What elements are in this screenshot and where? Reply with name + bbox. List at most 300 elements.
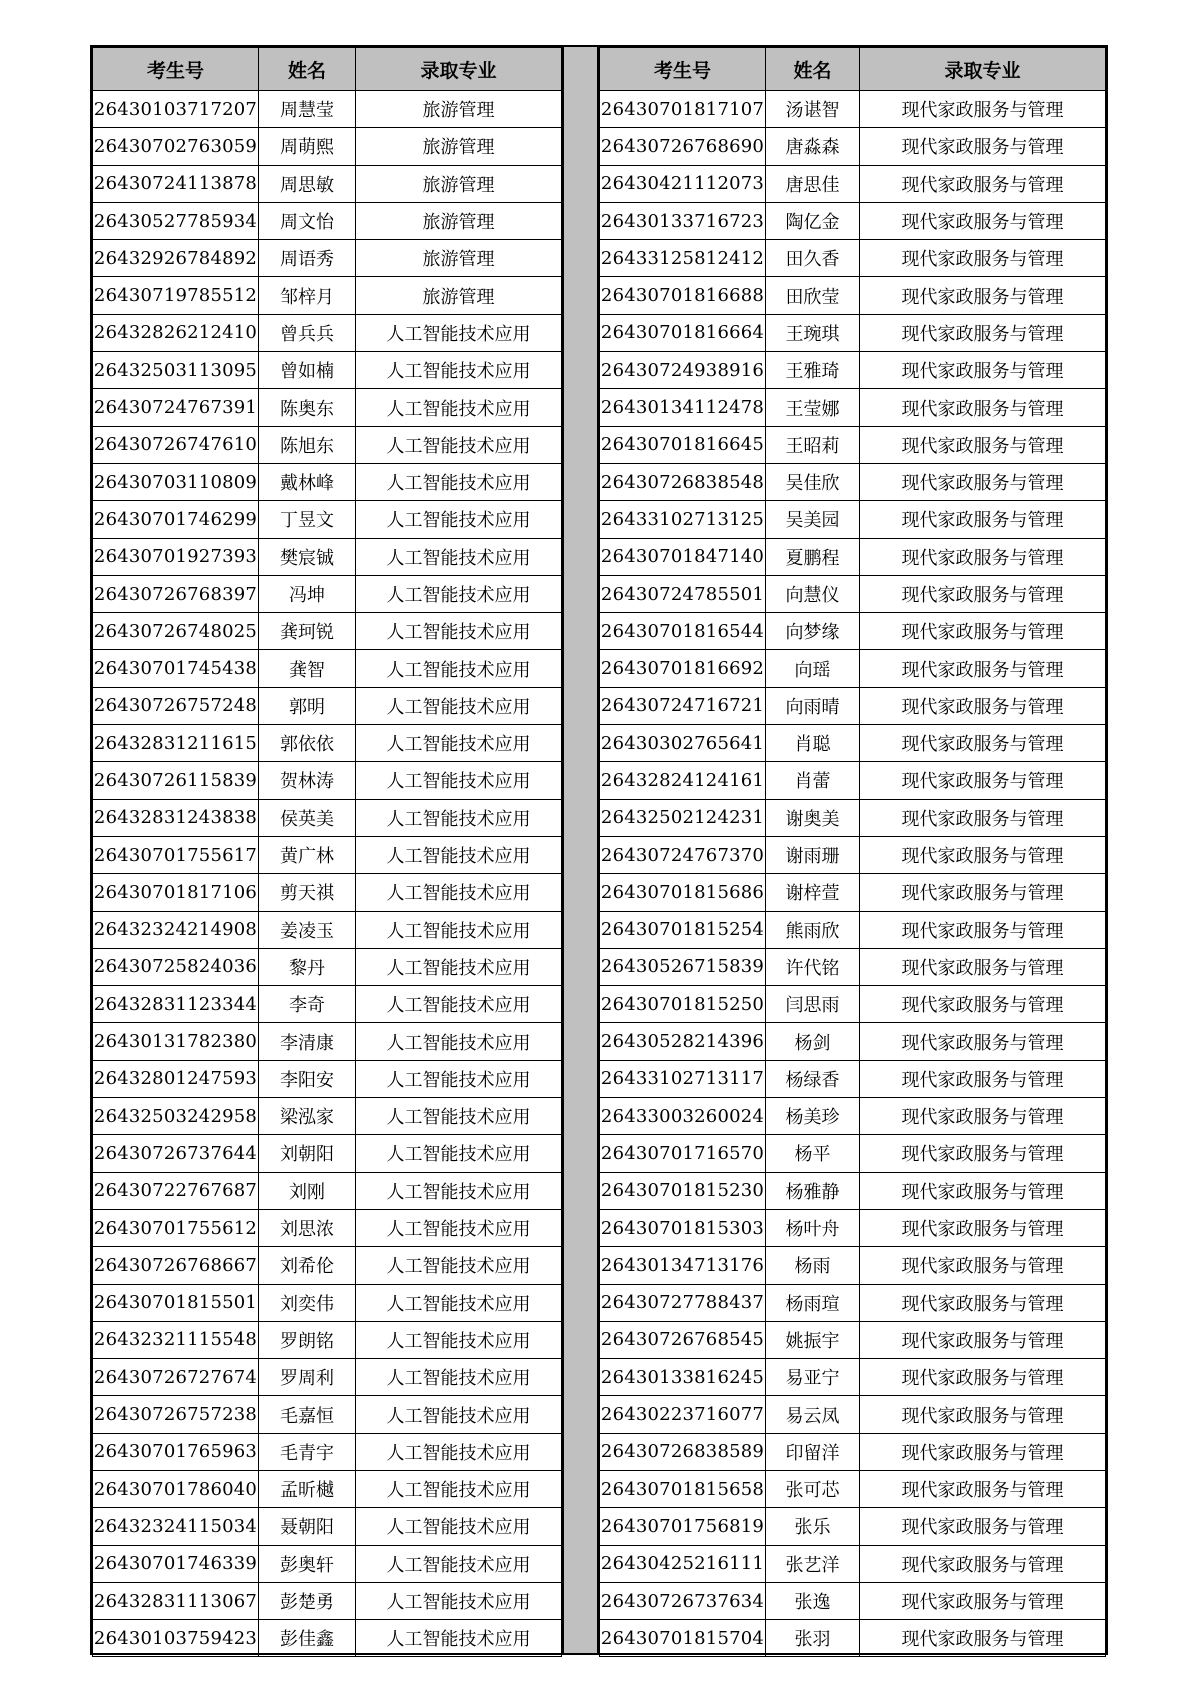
exam-id-cell: 26430726838589 — [600, 1433, 766, 1470]
major-cell: 现代家政服务与管理 — [860, 1359, 1106, 1396]
major-cell: 现代家政服务与管理 — [860, 426, 1106, 463]
major-cell: 现代家政服务与管理 — [860, 314, 1106, 351]
major-cell: 现代家政服务与管理 — [860, 948, 1106, 985]
table-row — [93, 1359, 562, 1396]
major-cell: 人工智能技术应用 — [356, 1060, 562, 1097]
table-row — [600, 575, 1106, 612]
name-cell: 梁泓家 — [259, 1098, 356, 1135]
major-cell: 人工智能技术应用 — [356, 687, 562, 724]
table-row — [600, 1508, 1106, 1545]
table-row — [600, 948, 1106, 985]
exam-id-cell: 26430726768690 — [600, 128, 766, 165]
major-cell: 人工智能技术应用 — [356, 1321, 562, 1358]
major-cell: 现代家政服务与管理 — [860, 1284, 1106, 1321]
exam-id-cell: 26430726757238 — [93, 1396, 259, 1433]
exam-id-cell: 26430701756819 — [600, 1508, 766, 1545]
name-cell: 彭奥轩 — [259, 1545, 356, 1582]
name-cell: 杨绿香 — [766, 1060, 860, 1097]
name-cell: 曾如楠 — [259, 352, 356, 389]
table-row — [600, 762, 1106, 799]
exam-id-cell: 26430103759423 — [93, 1620, 259, 1657]
major-cell: 现代家政服务与管理 — [860, 1098, 1106, 1135]
exam-id-cell: 26432321115548 — [93, 1321, 259, 1358]
table-row — [93, 314, 562, 351]
major-cell: 人工智能技术应用 — [356, 463, 562, 500]
exam-id-cell: 26430133716723 — [600, 202, 766, 239]
major-cell: 现代家政服务与管理 — [860, 1247, 1106, 1284]
major-cell: 人工智能技术应用 — [356, 1284, 562, 1321]
exam-id-cell: 26432502124231 — [600, 799, 766, 836]
major-cell: 现代家政服务与管理 — [860, 1060, 1106, 1097]
table-row — [600, 1209, 1106, 1246]
table-row — [600, 165, 1106, 202]
table-row — [93, 986, 562, 1023]
name-cell: 杨平 — [766, 1135, 860, 1172]
exam-id-cell: 26430726748025 — [93, 613, 259, 650]
exam-id-cell: 26430726768667 — [93, 1247, 259, 1284]
exam-id-cell: 26430726737644 — [93, 1135, 259, 1172]
table-row — [600, 1433, 1106, 1470]
major-cell: 现代家政服务与管理 — [860, 911, 1106, 948]
table-row — [93, 650, 562, 687]
table-row — [600, 1582, 1106, 1619]
exam-id-cell: 26430701765963 — [93, 1433, 259, 1470]
name-cell: 曾兵兵 — [259, 314, 356, 351]
exam-id-cell: 26430526715839 — [600, 948, 766, 985]
name-cell: 罗朗铭 — [259, 1321, 356, 1358]
name-cell: 罗周利 — [259, 1359, 356, 1396]
exam-id-cell: 26430701745438 — [93, 650, 259, 687]
exam-id-cell: 26430133816245 — [600, 1359, 766, 1396]
exam-id-cell: 26432801247593 — [93, 1060, 259, 1097]
name-cell: 丁昱文 — [259, 501, 356, 538]
major-cell: 现代家政服务与管理 — [860, 1470, 1106, 1507]
name-cell: 郭依依 — [259, 725, 356, 762]
exam-id-cell: 26430701817107 — [600, 91, 766, 128]
name-cell: 刘刚 — [259, 1172, 356, 1209]
name-cell: 黎丹 — [259, 948, 356, 985]
name-cell: 姜凌玉 — [259, 911, 356, 948]
exam-id-cell: 26430701815250 — [600, 986, 766, 1023]
table-row — [600, 1284, 1106, 1321]
name-cell: 周萌熙 — [259, 128, 356, 165]
header-major: 录取专业 — [860, 48, 1106, 91]
major-cell: 旅游管理 — [356, 277, 562, 314]
major-cell: 人工智能技术应用 — [356, 1582, 562, 1619]
table-row — [600, 1247, 1106, 1284]
major-cell: 现代家政服务与管理 — [860, 352, 1106, 389]
name-cell: 姚振宇 — [766, 1321, 860, 1358]
name-cell: 易云凤 — [766, 1396, 860, 1433]
major-cell: 现代家政服务与管理 — [860, 1396, 1106, 1433]
exam-id-cell: 26432831211615 — [93, 725, 259, 762]
exam-id-cell: 26432324214908 — [93, 911, 259, 948]
column-separator — [562, 47, 599, 1653]
exam-id-cell: 26430701746299 — [93, 501, 259, 538]
exam-id-cell: 26430726757248 — [93, 687, 259, 724]
exam-id-cell: 26430701755617 — [93, 836, 259, 873]
major-cell: 人工智能技术应用 — [356, 426, 562, 463]
major-cell: 现代家政服务与管理 — [860, 1321, 1106, 1358]
name-cell: 唐思佳 — [766, 165, 860, 202]
name-cell: 张羽 — [766, 1620, 860, 1657]
exam-id-cell: 26433102713117 — [600, 1060, 766, 1097]
table-row — [600, 463, 1106, 500]
table-row — [600, 799, 1106, 836]
table-row — [93, 874, 562, 911]
table-row — [93, 1321, 562, 1358]
exam-id-cell: 26430701816645 — [600, 426, 766, 463]
major-cell: 现代家政服务与管理 — [860, 538, 1106, 575]
major-cell: 现代家政服务与管理 — [860, 1172, 1106, 1209]
table-row — [93, 799, 562, 836]
exam-id-cell: 26430724938916 — [600, 352, 766, 389]
major-cell: 人工智能技术应用 — [356, 1508, 562, 1545]
table-row — [600, 352, 1106, 389]
name-cell: 熊雨欣 — [766, 911, 860, 948]
table-row — [600, 314, 1106, 351]
name-cell: 剪天祺 — [259, 874, 356, 911]
exam-id-cell: 26430701815658 — [600, 1470, 766, 1507]
major-cell: 人工智能技术应用 — [356, 613, 562, 650]
major-cell: 人工智能技术应用 — [356, 501, 562, 538]
name-cell: 周慧莹 — [259, 91, 356, 128]
major-cell: 现代家政服务与管理 — [860, 1135, 1106, 1172]
name-cell: 侯英美 — [259, 799, 356, 836]
name-cell: 易亚宁 — [766, 1359, 860, 1396]
table-row — [93, 1470, 562, 1507]
table-row — [93, 1508, 562, 1545]
major-cell: 旅游管理 — [356, 165, 562, 202]
exam-id-cell: 26430724785501 — [600, 575, 766, 612]
name-cell: 邹梓月 — [259, 277, 356, 314]
name-cell: 黄广林 — [259, 836, 356, 873]
exam-id-cell: 26430726838548 — [600, 463, 766, 500]
name-cell: 田欣莹 — [766, 277, 860, 314]
table-row — [93, 202, 562, 239]
major-cell: 现代家政服务与管理 — [860, 613, 1106, 650]
header-name: 姓名 — [766, 48, 860, 91]
exam-id-cell: 26430701716570 — [600, 1135, 766, 1172]
right-table-body — [600, 91, 1106, 1657]
table-row — [600, 911, 1106, 948]
right-half — [599, 47, 1106, 1653]
table-row — [600, 277, 1106, 314]
name-cell: 孟昕樾 — [259, 1470, 356, 1507]
exam-id-cell: 26430724767370 — [600, 836, 766, 873]
name-cell: 杨雨 — [766, 1247, 860, 1284]
table-row — [93, 1172, 562, 1209]
name-cell: 毛嘉恒 — [259, 1396, 356, 1433]
name-cell: 贺林涛 — [259, 762, 356, 799]
table-row — [600, 202, 1106, 239]
table-row — [93, 426, 562, 463]
major-cell: 现代家政服务与管理 — [860, 463, 1106, 500]
exam-id-cell: 26430727788437 — [600, 1284, 766, 1321]
exam-id-cell: 26430726115839 — [93, 762, 259, 799]
name-cell: 周思敏 — [259, 165, 356, 202]
table-row — [600, 1545, 1106, 1582]
name-cell: 戴林峰 — [259, 463, 356, 500]
table-row — [93, 501, 562, 538]
major-cell: 人工智能技术应用 — [356, 352, 562, 389]
header-major: 录取专业 — [356, 48, 562, 91]
major-cell: 人工智能技术应用 — [356, 1359, 562, 1396]
major-cell: 旅游管理 — [356, 91, 562, 128]
name-cell: 张可芯 — [766, 1470, 860, 1507]
exam-id-cell: 26430134112478 — [600, 389, 766, 426]
left-table-body — [93, 91, 562, 1657]
exam-id-cell: 26430527785934 — [93, 202, 259, 239]
exam-id-cell: 26430134713176 — [600, 1247, 766, 1284]
table-row — [93, 1023, 562, 1060]
exam-id-cell: 26432831243838 — [93, 799, 259, 836]
name-cell: 周语秀 — [259, 240, 356, 277]
major-cell: 现代家政服务与管理 — [860, 1023, 1106, 1060]
table-row — [93, 463, 562, 500]
major-cell: 人工智能技术应用 — [356, 1209, 562, 1246]
name-cell: 刘希伦 — [259, 1247, 356, 1284]
exam-id-cell: 26430724716721 — [600, 687, 766, 724]
major-cell: 人工智能技术应用 — [356, 911, 562, 948]
major-cell: 人工智能技术应用 — [356, 948, 562, 985]
table-row — [600, 1321, 1106, 1358]
name-cell: 唐淼森 — [766, 128, 860, 165]
table-row — [600, 1470, 1106, 1507]
major-cell: 现代家政服务与管理 — [860, 799, 1106, 836]
major-cell: 现代家政服务与管理 — [860, 687, 1106, 724]
major-cell: 现代家政服务与管理 — [860, 1545, 1106, 1582]
name-cell: 谢梓萱 — [766, 874, 860, 911]
exam-id-cell: 26430701816692 — [600, 650, 766, 687]
header-exam-id: 考生号 — [93, 48, 259, 91]
table-row — [93, 575, 562, 612]
table-row — [93, 613, 562, 650]
exam-id-cell: 26430701927393 — [93, 538, 259, 575]
table-row — [93, 725, 562, 762]
table-row — [600, 1172, 1106, 1209]
table-row — [93, 687, 562, 724]
name-cell: 夏鹏程 — [766, 538, 860, 575]
table-row — [600, 426, 1106, 463]
exam-id-cell: 26430724767391 — [93, 389, 259, 426]
exam-id-cell: 26432826212410 — [93, 314, 259, 351]
name-cell: 杨剑 — [766, 1023, 860, 1060]
exam-id-cell: 26430725824036 — [93, 948, 259, 985]
name-cell: 张逸 — [766, 1582, 860, 1619]
major-cell: 现代家政服务与管理 — [860, 165, 1106, 202]
table-row — [600, 1359, 1106, 1396]
major-cell: 现代家政服务与管理 — [860, 986, 1106, 1023]
name-cell: 田久香 — [766, 240, 860, 277]
exam-id-cell: 26430701755612 — [93, 1209, 259, 1246]
exam-id-cell: 26430701816544 — [600, 613, 766, 650]
name-cell: 刘思浓 — [259, 1209, 356, 1246]
header-name: 姓名 — [259, 48, 356, 91]
major-cell: 人工智能技术应用 — [356, 874, 562, 911]
major-cell: 人工智能技术应用 — [356, 1023, 562, 1060]
exam-id-cell: 26432831123344 — [93, 986, 259, 1023]
name-cell: 向梦缘 — [766, 613, 860, 650]
major-cell: 旅游管理 — [356, 240, 562, 277]
exam-id-cell: 26430726737634 — [600, 1582, 766, 1619]
major-cell: 现代家政服务与管理 — [860, 1209, 1106, 1246]
exam-id-cell: 26430719785512 — [93, 277, 259, 314]
name-cell: 杨叶舟 — [766, 1209, 860, 1246]
major-cell: 人工智能技术应用 — [356, 986, 562, 1023]
table-row — [600, 501, 1106, 538]
major-cell: 现代家政服务与管理 — [860, 240, 1106, 277]
exam-id-cell: 26430701817106 — [93, 874, 259, 911]
exam-id-cell: 26430701815254 — [600, 911, 766, 948]
exam-id-cell: 26432831113067 — [93, 1582, 259, 1619]
exam-id-cell: 26430701746339 — [93, 1545, 259, 1582]
table-row — [93, 948, 562, 985]
exam-id-cell: 26430702763059 — [93, 128, 259, 165]
table-row — [93, 1620, 562, 1657]
name-cell: 印留洋 — [766, 1433, 860, 1470]
major-cell: 旅游管理 — [356, 202, 562, 239]
table-row — [93, 240, 562, 277]
exam-id-cell: 26430701815303 — [600, 1209, 766, 1246]
exam-id-cell: 26430103717207 — [93, 91, 259, 128]
name-cell: 樊宸铖 — [259, 538, 356, 575]
name-cell: 谢奥美 — [766, 799, 860, 836]
major-cell: 人工智能技术应用 — [356, 1470, 562, 1507]
table-row — [93, 836, 562, 873]
table-row — [93, 128, 562, 165]
exam-id-cell: 26430701815230 — [600, 1172, 766, 1209]
name-cell: 陈旭东 — [259, 426, 356, 463]
exam-id-cell: 26432926784892 — [93, 240, 259, 277]
name-cell: 吴美园 — [766, 501, 860, 538]
name-cell: 肖蕾 — [766, 762, 860, 799]
name-cell: 陈奥东 — [259, 389, 356, 426]
major-cell: 现代家政服务与管理 — [860, 725, 1106, 762]
major-cell: 现代家政服务与管理 — [860, 836, 1106, 873]
table-row — [93, 1135, 562, 1172]
name-cell: 李阳安 — [259, 1060, 356, 1097]
table-row — [93, 1247, 562, 1284]
name-cell: 王琬琪 — [766, 314, 860, 351]
name-cell: 王莹娜 — [766, 389, 860, 426]
left-header-row — [93, 48, 562, 91]
table-row — [93, 1396, 562, 1433]
table-row — [600, 389, 1106, 426]
exam-id-cell: 26430701847140 — [600, 538, 766, 575]
exam-id-cell: 26432503242958 — [93, 1098, 259, 1135]
name-cell: 杨雨瑄 — [766, 1284, 860, 1321]
name-cell: 向雨晴 — [766, 687, 860, 724]
major-cell: 人工智能技术应用 — [356, 1098, 562, 1135]
major-cell: 人工智能技术应用 — [356, 314, 562, 351]
exam-id-cell: 26433125812412 — [600, 240, 766, 277]
name-cell: 刘朝阳 — [259, 1135, 356, 1172]
table-row — [93, 91, 562, 128]
major-cell: 现代家政服务与管理 — [860, 128, 1106, 165]
table-row — [600, 1060, 1106, 1097]
exam-id-cell: 26432503113095 — [93, 352, 259, 389]
major-cell: 人工智能技术应用 — [356, 799, 562, 836]
table-row — [600, 986, 1106, 1023]
name-cell: 向瑶 — [766, 650, 860, 687]
name-cell: 刘奕伟 — [259, 1284, 356, 1321]
major-cell: 人工智能技术应用 — [356, 762, 562, 799]
table-row — [600, 613, 1106, 650]
name-cell: 闫思雨 — [766, 986, 860, 1023]
table-row — [93, 1060, 562, 1097]
major-cell: 人工智能技术应用 — [356, 1135, 562, 1172]
table-row — [93, 1098, 562, 1135]
table-row — [93, 1582, 562, 1619]
major-cell: 现代家政服务与管理 — [860, 501, 1106, 538]
table-row — [600, 1023, 1106, 1060]
exam-id-cell: 26430421112073 — [600, 165, 766, 202]
major-cell: 人工智能技术应用 — [356, 389, 562, 426]
name-cell: 肖聪 — [766, 725, 860, 762]
name-cell: 杨雅静 — [766, 1172, 860, 1209]
right-table — [599, 47, 1106, 1657]
name-cell: 王雅琦 — [766, 352, 860, 389]
exam-id-cell: 26432824124161 — [600, 762, 766, 799]
major-cell: 人工智能技术应用 — [356, 1620, 562, 1657]
table-row — [600, 725, 1106, 762]
major-cell: 现代家政服务与管理 — [860, 1620, 1106, 1657]
major-cell: 现代家政服务与管理 — [860, 874, 1106, 911]
table-row — [600, 1135, 1106, 1172]
table-row — [600, 240, 1106, 277]
exam-id-cell: 26430722767687 — [93, 1172, 259, 1209]
major-cell: 旅游管理 — [356, 128, 562, 165]
table-row — [600, 538, 1106, 575]
exam-id-cell: 26430701816688 — [600, 277, 766, 314]
name-cell: 汤谌智 — [766, 91, 860, 128]
exam-id-cell: 26430726768397 — [93, 575, 259, 612]
major-cell: 现代家政服务与管理 — [860, 1433, 1106, 1470]
table-row — [600, 1620, 1106, 1657]
major-cell: 人工智能技术应用 — [356, 575, 562, 612]
table-row — [600, 91, 1106, 128]
major-cell: 人工智能技术应用 — [356, 538, 562, 575]
major-cell: 人工智能技术应用 — [356, 836, 562, 873]
table-row — [93, 762, 562, 799]
table-row — [93, 389, 562, 426]
exam-id-cell: 26430726747610 — [93, 426, 259, 463]
major-cell: 人工智能技术应用 — [356, 1545, 562, 1582]
table-row — [93, 1284, 562, 1321]
exam-id-cell: 26430701815501 — [93, 1284, 259, 1321]
name-cell: 龚珂锐 — [259, 613, 356, 650]
table-row — [93, 277, 562, 314]
major-cell: 现代家政服务与管理 — [860, 575, 1106, 612]
name-cell: 彭楚勇 — [259, 1582, 356, 1619]
major-cell: 人工智能技术应用 — [356, 1172, 562, 1209]
exam-id-cell: 26430701815704 — [600, 1620, 766, 1657]
table-row — [93, 1209, 562, 1246]
table-row — [600, 650, 1106, 687]
major-cell: 现代家政服务与管理 — [860, 650, 1106, 687]
major-cell: 现代家政服务与管理 — [860, 389, 1106, 426]
admission-list-sheet — [90, 45, 1108, 1655]
major-cell: 现代家政服务与管理 — [860, 202, 1106, 239]
right-header-row — [600, 48, 1106, 91]
name-cell: 吴佳欣 — [766, 463, 860, 500]
table-row — [93, 538, 562, 575]
left-half — [92, 47, 562, 1653]
exam-id-cell: 26430726768545 — [600, 1321, 766, 1358]
major-cell: 现代家政服务与管理 — [860, 1508, 1106, 1545]
major-cell: 现代家政服务与管理 — [860, 1582, 1106, 1619]
